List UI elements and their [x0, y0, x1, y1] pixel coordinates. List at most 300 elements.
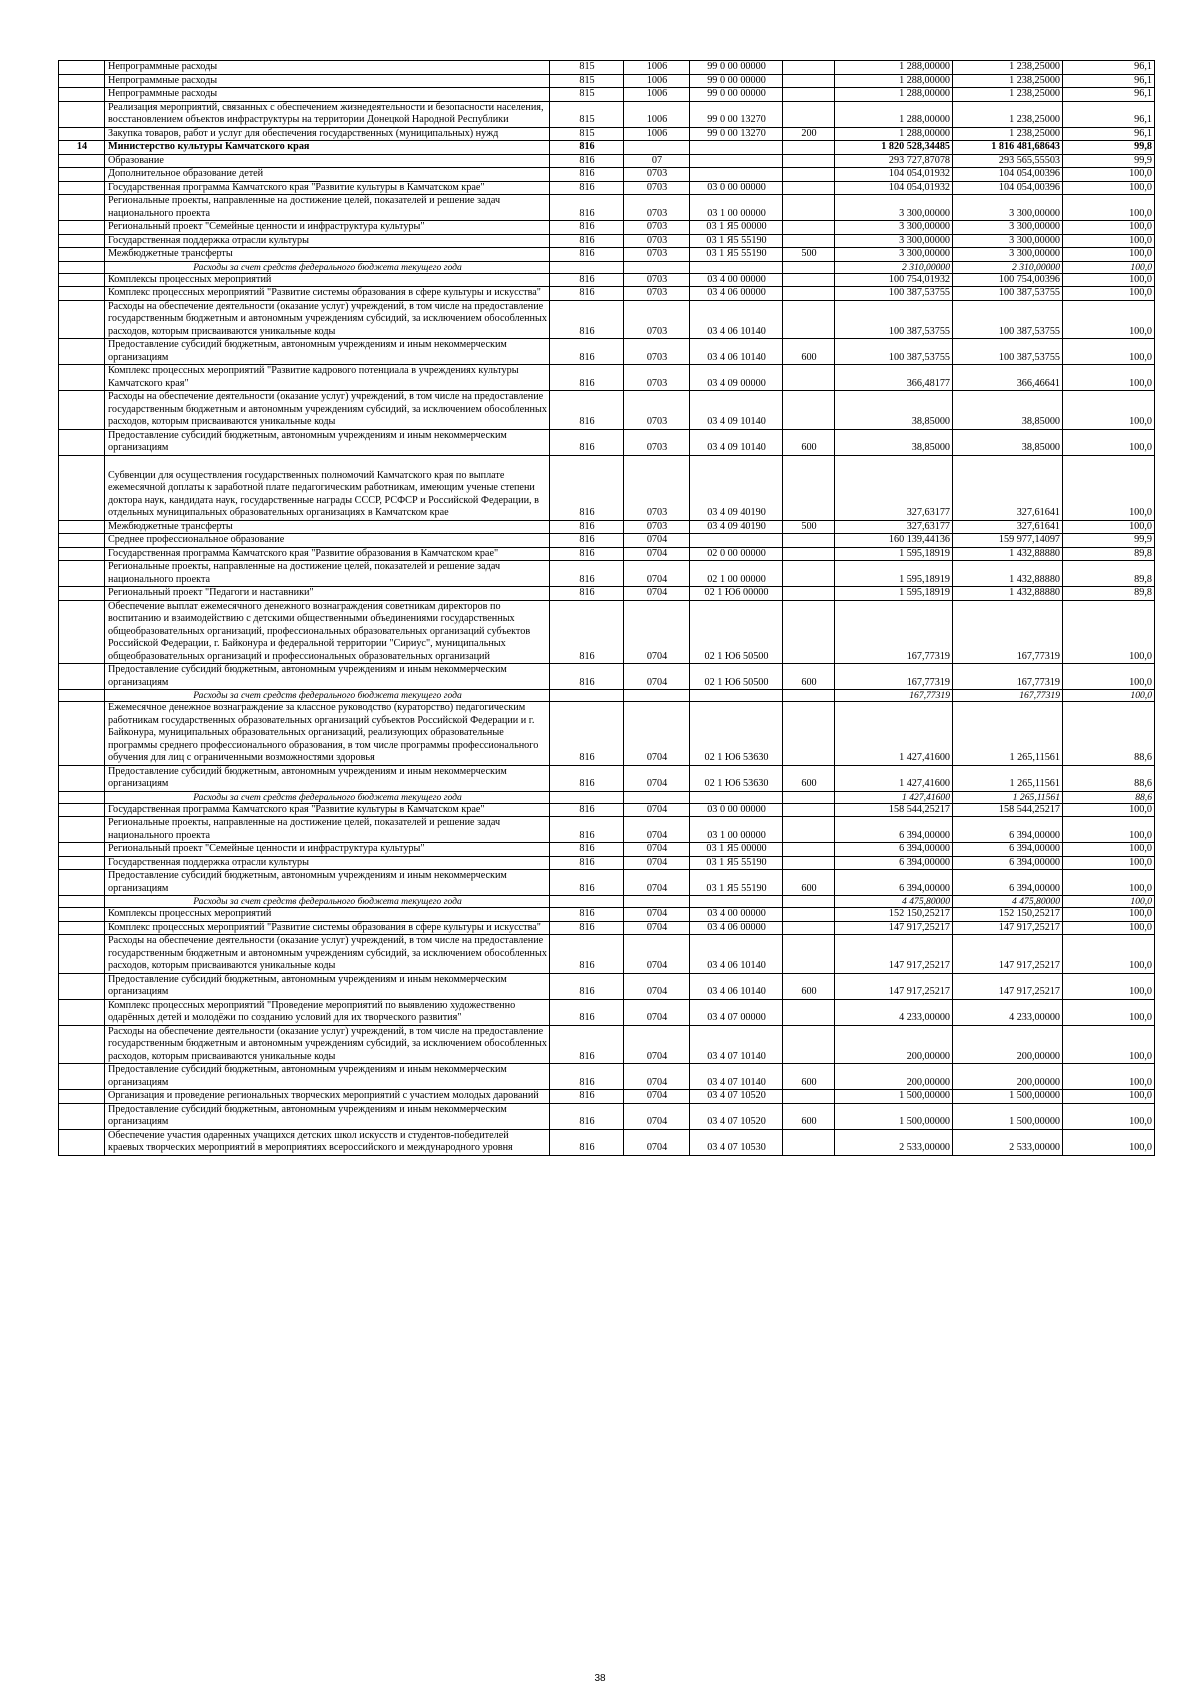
row-name: Региональный проект "Семейные ценности и инфраструктура культуры" — [105, 843, 550, 857]
row-number — [59, 561, 105, 587]
row-target-article: 02 1 Ю6 53630 — [690, 765, 783, 791]
row-section: 0704 — [624, 765, 690, 791]
row-executed-amount: 1 816 481,68643 — [953, 141, 1063, 155]
row-percent: 100,0 — [1063, 248, 1155, 262]
row-expense-kind — [783, 221, 835, 235]
row-section: 0703 — [624, 429, 690, 455]
row-executed-amount: 1 265,11561 — [953, 765, 1063, 791]
row-section: 0703 — [624, 391, 690, 430]
row-expense-kind — [783, 195, 835, 221]
row-executed-amount: 100 387,53755 — [953, 300, 1063, 339]
row-executed-amount: 1 238,25000 — [953, 127, 1063, 141]
row-name: Государственная программа Камчатского края "Развитие культуры в Камчатском крае" — [105, 181, 550, 195]
row-percent: 100,0 — [1063, 1090, 1155, 1104]
row-plan-amount: 366,48177 — [835, 365, 953, 391]
row-code — [550, 690, 624, 702]
row-expense-kind — [783, 1129, 835, 1155]
row-plan-amount: 1 595,18919 — [835, 547, 953, 561]
row-name: Непрограммные расходы — [105, 61, 550, 75]
table-body — [59, 61, 1155, 1156]
table-row — [59, 702, 1155, 766]
row-percent: 100,0 — [1063, 973, 1155, 999]
row-name: Расходы на обеспечение деятельности (оказание услуг) учреждений, в том числе на предоставление государственным бюджетным и автономным учреждениям субсидий, за исключением обособленных расходов, которым присваиваются уникальные коды — [105, 1025, 550, 1064]
row-section: 0703 — [624, 168, 690, 182]
row-number — [59, 154, 105, 168]
row-percent: 100,0 — [1063, 1103, 1155, 1129]
row-section: 0704 — [624, 534, 690, 548]
row-section — [624, 896, 690, 908]
row-expense-kind — [783, 88, 835, 102]
row-number — [59, 234, 105, 248]
row-target-article: 03 4 06 10140 — [690, 935, 783, 974]
row-name: Региональные проекты, направленные на достижение целей, показателей и решение задач национального проекта — [105, 561, 550, 587]
row-section: 07 — [624, 154, 690, 168]
row-code: 816 — [550, 141, 624, 155]
row-target-article — [690, 168, 783, 182]
row-plan-amount: 1 288,00000 — [835, 127, 953, 141]
row-name: Предоставление субсидий бюджетным, автономным учреждениям и иным некоммерческим организациям — [105, 1103, 550, 1129]
row-plan-amount: 160 139,44136 — [835, 534, 953, 548]
row-target-article: 03 1 Я5 00000 — [690, 843, 783, 857]
row-plan-amount: 1 500,00000 — [835, 1090, 953, 1104]
row-target-article: 03 4 09 10140 — [690, 391, 783, 430]
row-plan-amount: 1 288,00000 — [835, 88, 953, 102]
table-row — [59, 1064, 1155, 1090]
row-target-article: 03 4 06 00000 — [690, 921, 783, 935]
row-expense-kind — [783, 287, 835, 301]
row-name: Комплекс процессных мероприятий "Проведение мероприятий по выявлению художественно одарённых детей и молодёжи по созданию условий для их творческого развития" — [105, 999, 550, 1025]
row-expense-kind: 500 — [783, 248, 835, 262]
row-section: 0703 — [624, 339, 690, 365]
federal-budget-subrow — [59, 896, 1155, 908]
row-expense-kind — [783, 300, 835, 339]
row-code: 816 — [550, 365, 624, 391]
row-section: 0703 — [624, 181, 690, 195]
row-name: Региональные проекты, направленные на достижение целей, показателей и решение задач национального проекта — [105, 195, 550, 221]
row-number — [59, 1129, 105, 1155]
row-section: 0703 — [624, 195, 690, 221]
row-expense-kind — [783, 101, 835, 127]
row-percent: 100,0 — [1063, 870, 1155, 896]
table-row — [59, 1129, 1155, 1155]
row-percent: 96,1 — [1063, 88, 1155, 102]
row-code: 816 — [550, 1025, 624, 1064]
row-percent: 96,1 — [1063, 127, 1155, 141]
row-target-article: 03 4 07 00000 — [690, 999, 783, 1025]
row-percent: 100,0 — [1063, 234, 1155, 248]
row-code: 815 — [550, 61, 624, 75]
row-percent: 100,0 — [1063, 429, 1155, 455]
row-name: Расходы за счет средств федерального бюджета текущего года — [105, 690, 550, 702]
row-section: 0704 — [624, 908, 690, 922]
row-executed-amount: 152 150,25217 — [953, 908, 1063, 922]
table-row — [59, 856, 1155, 870]
table-row — [59, 61, 1155, 75]
table-row — [59, 534, 1155, 548]
table-row — [59, 287, 1155, 301]
row-name: Государственная поддержка отрасли культуры — [105, 234, 550, 248]
row-name: Межбюджетные трансферты — [105, 520, 550, 534]
row-plan-amount: 147 917,25217 — [835, 921, 953, 935]
row-section: 0704 — [624, 1103, 690, 1129]
row-number — [59, 690, 105, 702]
row-expense-kind — [783, 690, 835, 702]
table-row — [59, 273, 1155, 287]
row-section: 0704 — [624, 870, 690, 896]
table-row — [59, 248, 1155, 262]
row-executed-amount: 1 238,25000 — [953, 88, 1063, 102]
row-code: 816 — [550, 195, 624, 221]
row-percent: 100,0 — [1063, 935, 1155, 974]
row-section: 0703 — [624, 221, 690, 235]
row-code: 815 — [550, 74, 624, 88]
row-target-article: 03 4 07 10140 — [690, 1025, 783, 1064]
row-number — [59, 765, 105, 791]
row-percent: 100,0 — [1063, 520, 1155, 534]
row-name: Предоставление субсидий бюджетным, автономным учреждениям и иным некоммерческим организациям — [105, 765, 550, 791]
row-expense-kind: 600 — [783, 429, 835, 455]
row-name: Расходы на обеспечение деятельности (оказание услуг) учреждений, в том числе на предоставление государственным бюджетным и автономным учреждениям субсидий, за исключением обособленных расходов, которым присваиваются уникальные коды — [105, 391, 550, 430]
table-row — [59, 908, 1155, 922]
row-percent: 100,0 — [1063, 817, 1155, 843]
row-plan-amount: 104 054,01932 — [835, 168, 953, 182]
row-plan-amount: 3 300,00000 — [835, 234, 953, 248]
row-number — [59, 300, 105, 339]
row-name: Субвенции для осуществления государственных полномочий Камчатского края по выплате ежемесячной доплаты к заработной плате педагогическим работникам, имеющим ученые степени доктора наук, кандидата наук, государственные награды СССР, РСФСР и Российской Федерации, в отдельных муниципальных образовательных организациях в Камчатском крае — [105, 455, 550, 520]
row-code: 816 — [550, 547, 624, 561]
row-section: 0704 — [624, 1025, 690, 1064]
row-name: Расходы на обеспечение деятельности (оказание услуг) учреждений, в том числе на предоставление государственным бюджетным и автономным учреждениям субсидий, за исключением обособленных расходов, которым присваиваются уникальные коды — [105, 300, 550, 339]
row-executed-amount: 167,77319 — [953, 690, 1063, 702]
row-plan-amount: 293 727,87078 — [835, 154, 953, 168]
row-number — [59, 1064, 105, 1090]
row-percent: 100,0 — [1063, 391, 1155, 430]
row-code: 816 — [550, 273, 624, 287]
table-row — [59, 870, 1155, 896]
row-percent: 100,0 — [1063, 999, 1155, 1025]
row-expense-kind — [783, 141, 835, 155]
row-executed-amount: 4 233,00000 — [953, 999, 1063, 1025]
table-row — [59, 561, 1155, 587]
row-executed-amount: 6 394,00000 — [953, 856, 1063, 870]
row-code: 816 — [550, 520, 624, 534]
row-number — [59, 856, 105, 870]
row-target-article: 99 0 00 13270 — [690, 127, 783, 141]
row-executed-amount: 366,46641 — [953, 365, 1063, 391]
table-row — [59, 1090, 1155, 1104]
table-row — [59, 973, 1155, 999]
row-executed-amount: 167,77319 — [953, 664, 1063, 690]
row-name: Межбюджетные трансферты — [105, 248, 550, 262]
row-section — [624, 261, 690, 273]
row-target-article — [690, 791, 783, 803]
row-executed-amount: 1 500,00000 — [953, 1103, 1063, 1129]
row-plan-amount: 1 288,00000 — [835, 61, 953, 75]
row-expense-kind: 600 — [783, 339, 835, 365]
row-expense-kind: 600 — [783, 664, 835, 690]
table-row — [59, 547, 1155, 561]
table-row — [59, 391, 1155, 430]
row-percent: 96,1 — [1063, 74, 1155, 88]
row-percent: 100,0 — [1063, 690, 1155, 702]
table-row — [59, 141, 1155, 155]
row-name: Государственная поддержка отрасли культуры — [105, 856, 550, 870]
row-expense-kind — [783, 561, 835, 587]
row-target-article: 03 0 00 00000 — [690, 803, 783, 817]
row-number — [59, 664, 105, 690]
row-executed-amount: 327,61641 — [953, 520, 1063, 534]
row-name: Государственная программа Камчатского края "Развитие культуры в Камчатском крае" — [105, 803, 550, 817]
row-expense-kind — [783, 455, 835, 520]
row-number — [59, 61, 105, 75]
table-row — [59, 1103, 1155, 1129]
row-name: Расходы за счет средств федерального бюджета текущего года — [105, 896, 550, 908]
row-executed-amount: 1 238,25000 — [953, 74, 1063, 88]
row-number — [59, 600, 105, 664]
row-number — [59, 221, 105, 235]
row-number — [59, 534, 105, 548]
row-executed-amount: 1 432,88880 — [953, 561, 1063, 587]
row-percent: 100,0 — [1063, 261, 1155, 273]
row-expense-kind — [783, 154, 835, 168]
row-section: 0704 — [624, 702, 690, 766]
row-plan-amount: 1 427,41600 — [835, 702, 953, 766]
row-percent: 88,6 — [1063, 791, 1155, 803]
row-percent: 100,0 — [1063, 181, 1155, 195]
row-number — [59, 587, 105, 601]
row-target-article — [690, 896, 783, 908]
row-section: 0704 — [624, 803, 690, 817]
row-number — [59, 429, 105, 455]
row-expense-kind — [783, 365, 835, 391]
row-plan-amount: 6 394,00000 — [835, 817, 953, 843]
row-number — [59, 168, 105, 182]
table-row — [59, 168, 1155, 182]
row-code: 816 — [550, 765, 624, 791]
row-percent: 100,0 — [1063, 300, 1155, 339]
row-plan-amount: 1 288,00000 — [835, 101, 953, 127]
row-executed-amount: 2 533,00000 — [953, 1129, 1063, 1155]
row-percent: 100,0 — [1063, 843, 1155, 857]
row-expense-kind — [783, 791, 835, 803]
row-code: 816 — [550, 600, 624, 664]
row-name: Комплексы процессных мероприятий — [105, 273, 550, 287]
table-row — [59, 88, 1155, 102]
row-executed-amount: 1 238,25000 — [953, 101, 1063, 127]
table-row — [59, 587, 1155, 601]
row-executed-amount: 159 977,14097 — [953, 534, 1063, 548]
row-name: Обеспечение участия одаренных учащихся детских школ искусств и студентов-победителей краевых творческих мероприятий в мероприятиях всероссийского и международного уровня — [105, 1129, 550, 1155]
row-plan-amount: 4 233,00000 — [835, 999, 953, 1025]
row-target-article: 02 1 Ю6 00000 — [690, 587, 783, 601]
row-code: 815 — [550, 101, 624, 127]
row-expense-kind — [783, 999, 835, 1025]
row-plan-amount: 100 754,01932 — [835, 273, 953, 287]
row-percent: 100,0 — [1063, 168, 1155, 182]
row-percent: 100,0 — [1063, 803, 1155, 817]
row-plan-amount: 327,63177 — [835, 520, 953, 534]
row-code — [550, 261, 624, 273]
row-executed-amount: 38,85000 — [953, 391, 1063, 430]
row-target-article: 03 4 09 00000 — [690, 365, 783, 391]
row-plan-amount: 152 150,25217 — [835, 908, 953, 922]
row-executed-amount: 100 387,53755 — [953, 287, 1063, 301]
row-number — [59, 365, 105, 391]
row-plan-amount: 2 310,00000 — [835, 261, 953, 273]
row-plan-amount: 100 387,53755 — [835, 339, 953, 365]
row-percent: 88,6 — [1063, 765, 1155, 791]
row-percent: 100,0 — [1063, 600, 1155, 664]
row-code: 816 — [550, 999, 624, 1025]
row-executed-amount: 147 917,25217 — [953, 935, 1063, 974]
row-number — [59, 896, 105, 908]
row-section: 0704 — [624, 817, 690, 843]
row-expense-kind — [783, 534, 835, 548]
table-row — [59, 921, 1155, 935]
row-expense-kind — [783, 74, 835, 88]
row-code: 816 — [550, 561, 624, 587]
row-section: 0703 — [624, 287, 690, 301]
table-row — [59, 101, 1155, 127]
row-number — [59, 547, 105, 561]
row-number — [59, 88, 105, 102]
row-expense-kind — [783, 843, 835, 857]
row-number — [59, 339, 105, 365]
row-number — [59, 101, 105, 127]
table-row — [59, 935, 1155, 974]
row-target-article: 03 0 00 00000 — [690, 181, 783, 195]
row-code: 816 — [550, 391, 624, 430]
row-expense-kind — [783, 587, 835, 601]
row-executed-amount: 1 265,11561 — [953, 791, 1063, 803]
row-expense-kind — [783, 935, 835, 974]
row-name: Обеспечение выплат ежемесячного денежного вознаграждения советникам директоров по воспитанию и взаимодействию с детскими общественными объединениями государственных общеобразовательных организаций, профессиональных образовательных организаций субъектов Российской Федерации, г. Байконура и федеральной территории "Сириус", муниципальных общеобразовательных организаций и профессиональных образовательных организаций — [105, 600, 550, 664]
row-section: 0704 — [624, 587, 690, 601]
table-row — [59, 843, 1155, 857]
row-percent: 100,0 — [1063, 896, 1155, 908]
row-target-article: 03 4 06 10140 — [690, 973, 783, 999]
row-name: Комплекс процессных мероприятий "Развитие системы образования в сфере культуры и искусства" — [105, 287, 550, 301]
row-name: Министерство культуры Камчатского края — [105, 141, 550, 155]
row-section: 1006 — [624, 127, 690, 141]
row-plan-amount: 327,63177 — [835, 455, 953, 520]
row-section: 0703 — [624, 455, 690, 520]
row-code: 816 — [550, 221, 624, 235]
row-target-article: 03 1 Я5 55190 — [690, 234, 783, 248]
row-section: 0703 — [624, 248, 690, 262]
row-target-article: 03 1 00 00000 — [690, 817, 783, 843]
row-number — [59, 455, 105, 520]
row-section: 0704 — [624, 921, 690, 935]
row-plan-amount: 1 288,00000 — [835, 74, 953, 88]
row-code: 816 — [550, 856, 624, 870]
table-row — [59, 221, 1155, 235]
row-target-article: 03 4 00 00000 — [690, 908, 783, 922]
row-section — [624, 690, 690, 702]
row-plan-amount: 3 300,00000 — [835, 248, 953, 262]
row-number — [59, 843, 105, 857]
row-executed-amount: 1 265,11561 — [953, 702, 1063, 766]
row-number — [59, 908, 105, 922]
row-expense-kind: 600 — [783, 1064, 835, 1090]
row-section: 0704 — [624, 1064, 690, 1090]
table-row — [59, 154, 1155, 168]
row-name: Предоставление субсидий бюджетным, автономным учреждениям и иным некоммерческим организациям — [105, 973, 550, 999]
row-percent: 89,8 — [1063, 587, 1155, 601]
budget-table — [58, 60, 1155, 1156]
row-executed-amount: 158 544,25217 — [953, 803, 1063, 817]
row-name: Непрограммные расходы — [105, 74, 550, 88]
row-percent: 100,0 — [1063, 908, 1155, 922]
row-target-article: 03 4 09 40190 — [690, 520, 783, 534]
row-plan-amount: 100 387,53755 — [835, 300, 953, 339]
row-name: Региональный проект "Семейные ценности и инфраструктура культуры" — [105, 221, 550, 235]
row-number — [59, 74, 105, 88]
row-number — [59, 935, 105, 974]
row-percent: 100,0 — [1063, 287, 1155, 301]
row-target-article — [690, 261, 783, 273]
row-name: Реализация мероприятий, связанных с обеспечением жизнедеятельности и безопасности населения, восстановлением объектов инфраструктуры на территории Донецкой Народной Республики — [105, 101, 550, 127]
row-code: 816 — [550, 587, 624, 601]
row-number — [59, 870, 105, 896]
row-percent: 100,0 — [1063, 365, 1155, 391]
row-code: 816 — [550, 935, 624, 974]
row-section — [624, 791, 690, 803]
row-executed-amount: 3 300,00000 — [953, 248, 1063, 262]
row-plan-amount: 1 427,41600 — [835, 791, 953, 803]
row-executed-amount: 100 754,00396 — [953, 273, 1063, 287]
row-code: 815 — [550, 127, 624, 141]
row-plan-amount: 100 387,53755 — [835, 287, 953, 301]
row-section: 0704 — [624, 561, 690, 587]
row-number — [59, 791, 105, 803]
row-target-article: 02 1 Ю6 53630 — [690, 702, 783, 766]
table-row — [59, 127, 1155, 141]
row-executed-amount: 167,77319 — [953, 600, 1063, 664]
row-code: 816 — [550, 339, 624, 365]
row-expense-kind — [783, 803, 835, 817]
row-name: Расходы за счет средств федерального бюджета текущего года — [105, 791, 550, 803]
row-executed-amount: 1 238,25000 — [953, 61, 1063, 75]
row-target-article: 02 1 00 00000 — [690, 561, 783, 587]
row-percent: 96,1 — [1063, 61, 1155, 75]
row-number — [59, 1103, 105, 1129]
row-section: 0703 — [624, 520, 690, 534]
table-row — [59, 181, 1155, 195]
row-number — [59, 261, 105, 273]
row-number — [59, 273, 105, 287]
row-expense-kind — [783, 273, 835, 287]
row-number — [59, 195, 105, 221]
row-code: 816 — [550, 168, 624, 182]
row-executed-amount: 327,61641 — [953, 455, 1063, 520]
row-section: 0704 — [624, 1129, 690, 1155]
row-code — [550, 791, 624, 803]
row-code: 816 — [550, 973, 624, 999]
row-target-article: 03 4 09 10140 — [690, 429, 783, 455]
row-code: 816 — [550, 181, 624, 195]
row-name: Закупка товаров, работ и услуг для обеспечения государственных (муниципальных) нужд — [105, 127, 550, 141]
row-code: 816 — [550, 817, 624, 843]
row-expense-kind — [783, 702, 835, 766]
row-plan-amount: 38,85000 — [835, 391, 953, 430]
row-executed-amount: 4 475,80000 — [953, 896, 1063, 908]
row-target-article — [690, 154, 783, 168]
row-executed-amount: 6 394,00000 — [953, 870, 1063, 896]
row-plan-amount: 38,85000 — [835, 429, 953, 455]
row-code — [550, 896, 624, 908]
row-plan-amount: 147 917,25217 — [835, 973, 953, 999]
